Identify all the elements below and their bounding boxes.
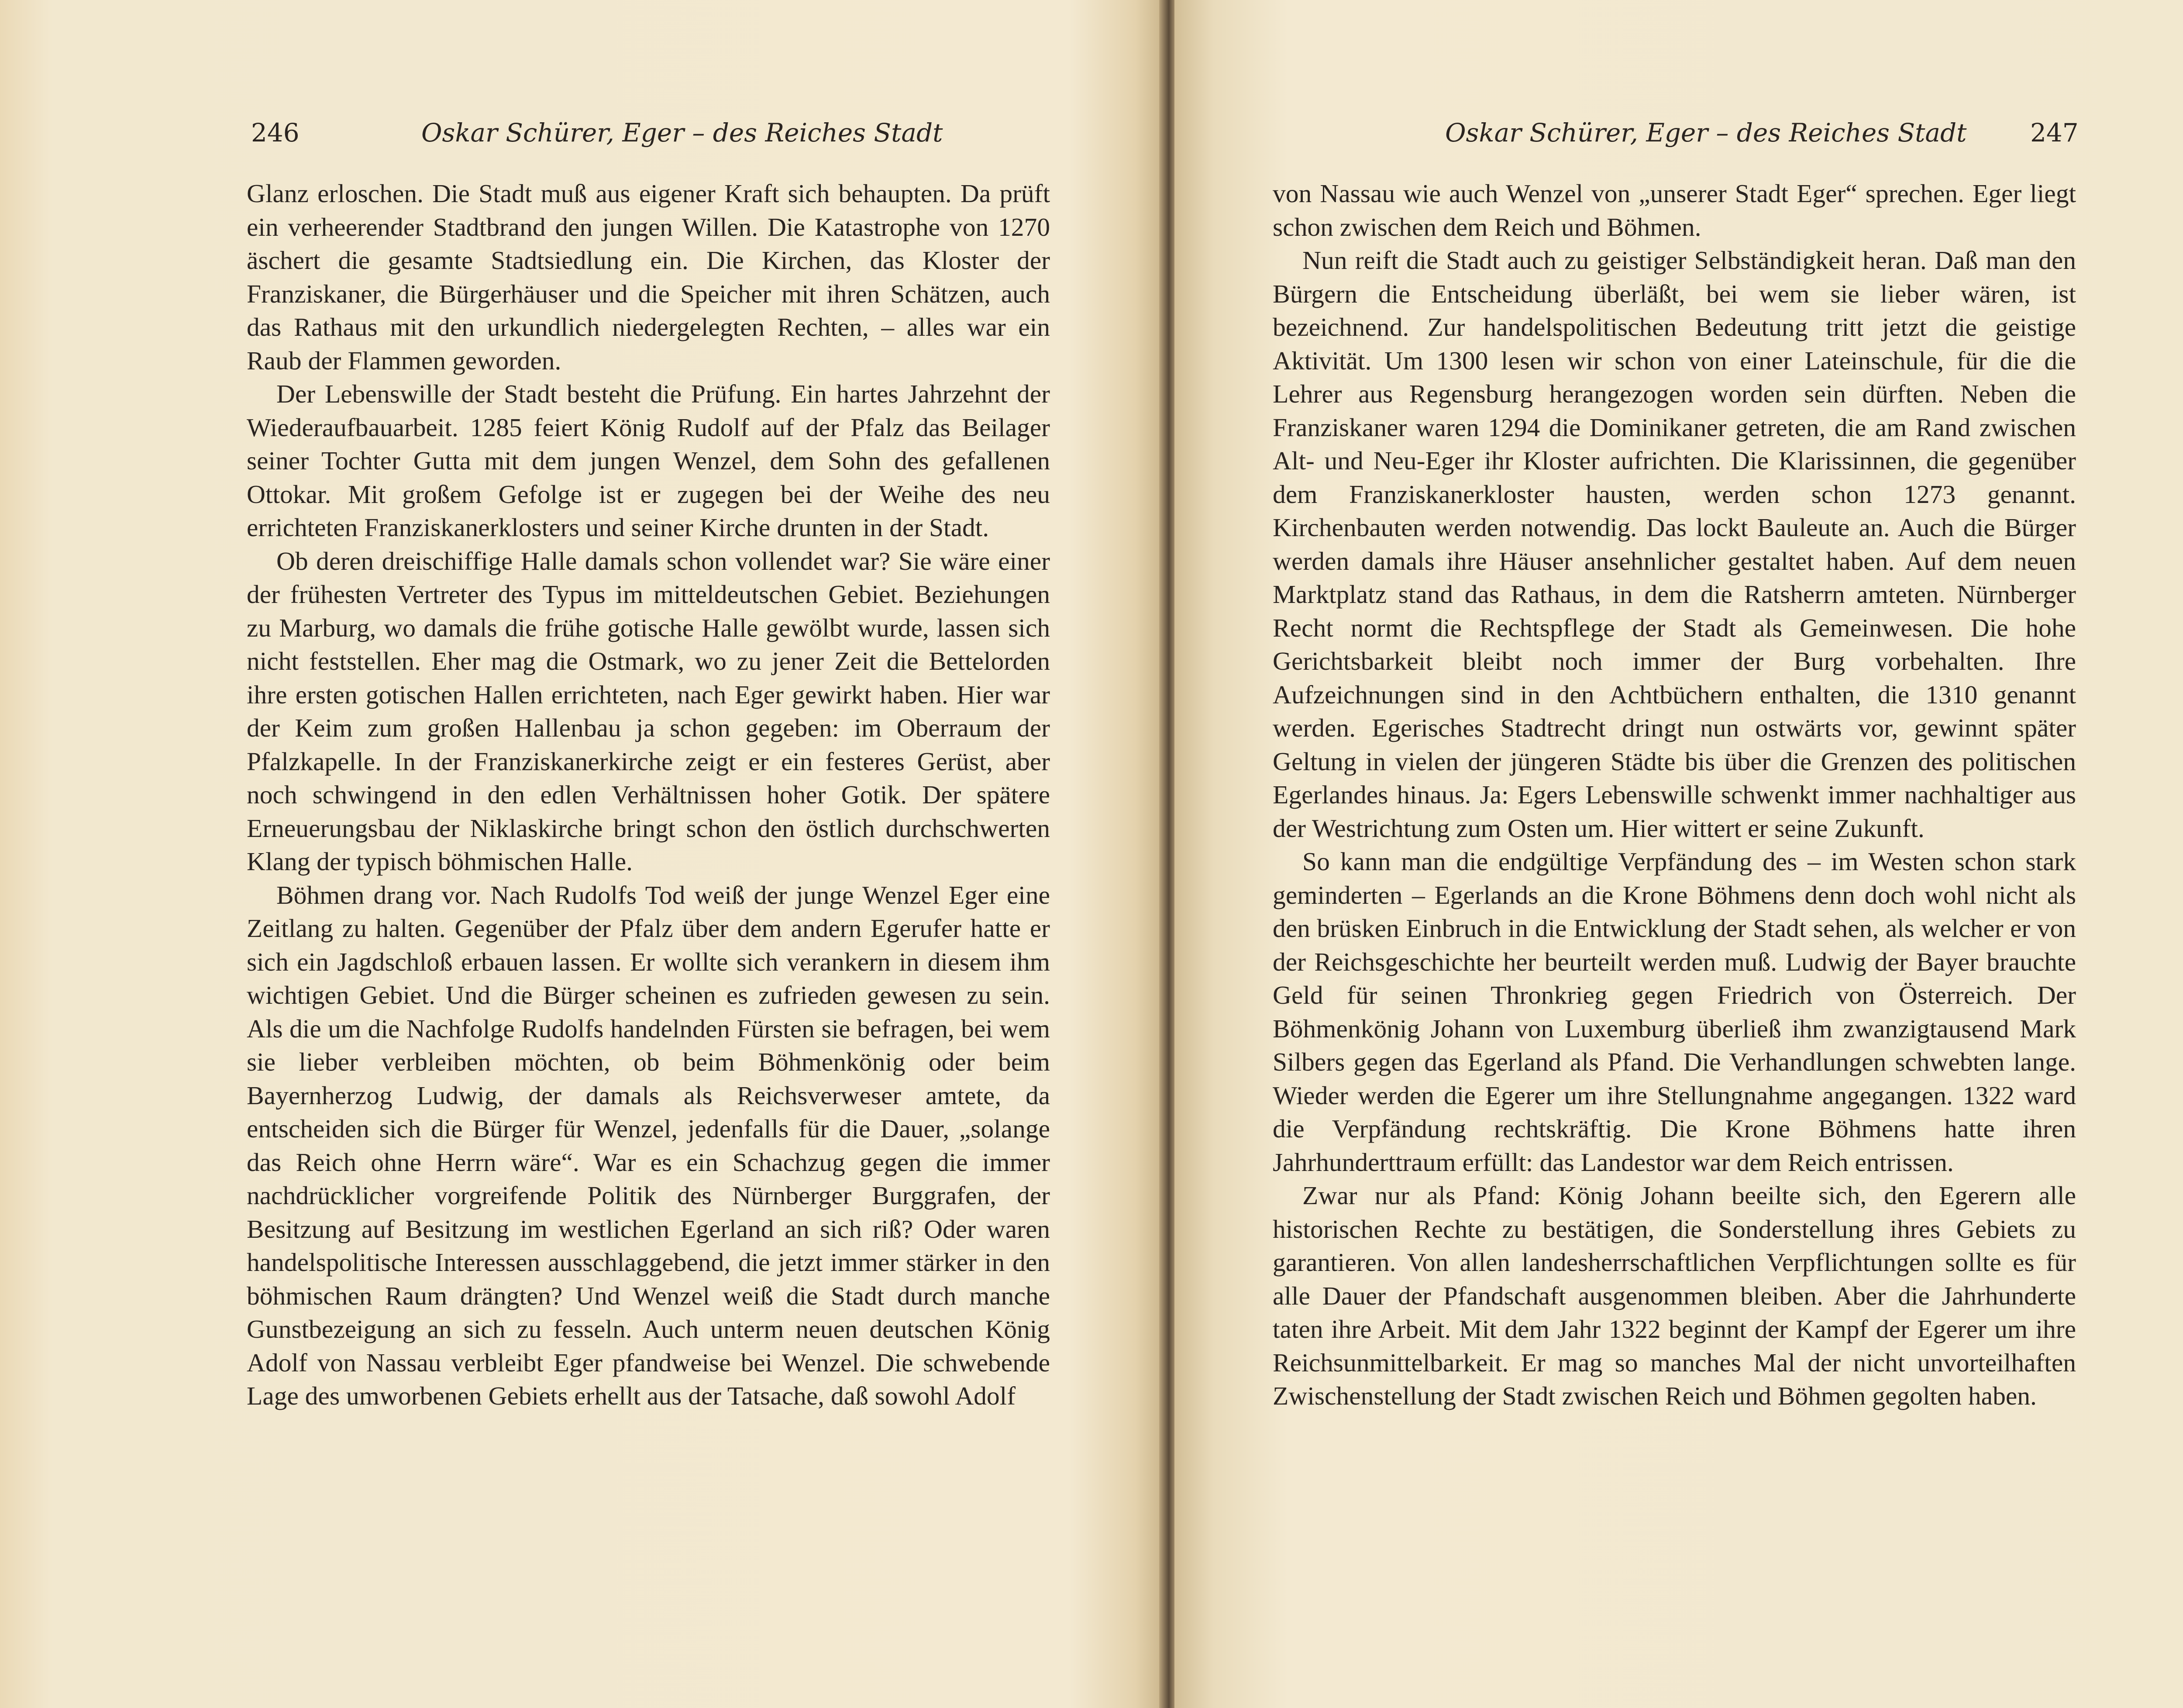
paragraph: Glanz erloschen. Die Stadt muß aus eigener Kraft sich behaupten. Da prüft ein verheerender Stadtbrand den jungen Willen. Die Katastrophe von 1270 äschert die gesamte Stadtsiedlung ein. Die Kirchen, das Kloster der Franziskaner, die Bürgerhäuser und die Speicher mit ihren Schätzen, auch das Rathaus mit den urkundlich niedergelegten Rechten, – alles war ein Raub der Flammen geworden. xyxy=(247,179,1050,375)
book-gutter xyxy=(1159,0,1177,1708)
paragraph: Der Lebenswille der Stadt besteht die Prüfung. Ein hartes Jahrzehnt der Wiederaufbauarbeit. 1285 feiert König Rudolf auf der Pfalz das Beilager seiner Tochter Gutta mit dem jungen Wenzel, dem Sohn des gefallenen Ottokar. Mit großem Gefolge ist er zugegen bei der Weihe des neu errichteten Franziskanerklosters und seiner Kirche drunten in der Stadt. xyxy=(247,379,1050,542)
right-body-text xyxy=(1273,177,2076,1413)
left-running-head: Oskar Schürer, Eger – des Reiches Stadt xyxy=(421,118,943,148)
left-body-text xyxy=(247,177,1050,1413)
right-running-head: Oskar Schürer, Eger – des Reiches Stadt xyxy=(1445,118,1967,148)
paragraph: So kann man die endgültige Verpfändung des – im Westen schon stark geminderten – Egerlands an die Krone Böhmens denn doch wohl nicht als den brüsken Einbruch in die Entwicklung der Stadt sehen, als welcher er von der Reichsgeschichte her beurteilt werden muß. Ludwig der Bayer brauchte Geld für seinen Thronkrieg gegen Friedrich von Österreich. Der Böhmenkönig Johann von Luxemburg überließ ihm zwanzigtausend Mark Silbers gegen das Egerland als Pfand. Die Verhandlungen schwebten lange. Wieder werden die Egerer um ihre Stellungnahme angegangen. 1322 ward die Verpfändung rechtskräftig. Die Krone Böhmens hatte ihren Jahrhunderttraum erfüllt: das Landestor war dem Reich entrissen. xyxy=(1273,847,2076,1177)
right-page xyxy=(1174,0,2183,1708)
paragraph: Zwar nur als Pfand: König Johann beeilte sich, den Egerern alle historischen Rechte zu bestätigen, die Sonderstellung ihres Gebiets zu garantieren. Von allen landesherrschaftlichen Verpflichtungen sollte es für alle Dauer der Pfandschaft ausgenommen bleiben. Aber die Jahrhunderte taten ihre Arbeit. Mit dem Jahr 1322 beginnt der Kampf der Egerer um ihre Reichsunmittelbarkeit. Er mag so manches Mal der nicht unvorteilhaften Zwischenstellung der Stadt zwischen Reich und Böhmen gegolten haben. xyxy=(1273,1181,2076,1410)
paragraph: Nun reift die Stadt auch zu geistiger Selbständigkeit heran. Daß man den Bürgern die Entscheidung überläßt, bei wem sie lieber wären, ist bezeichnend. Zur handelspolitischen Bedeutung tritt jetzt die geistige Aktivität. Um 1300 lesen wir schon von einer Lateinschule, für die die Lehrer aus Regensburg herangezogen worden sein dürften. Neben die Franziskaner waren 1294 die Dominikaner getreten, die am Rand zwischen Alt- und Neu-Eger ihr Kloster aufrichten. Die Klarissinnen, die gegenüber dem Franziskanerkloster hausten, werden schon 1273 genannt. Kirchenbauten werden notwendig. Das lockt Bauleute an. Auch die Bürger werden damals ihre Häuser ansehnlicher gestaltet haben. Auf dem neuen Marktplatz stand das Rathaus, in dem die Ratsherrn amteten. Nürnberger Recht normt die Rechtspflege der Stadt als Gemeinwesen. Die hohe Gerichtsbarkeit bleibt noch immer der Burg vorbehalten. Ihre Aufzeichnungen sind in den Achtbüchern enthalten, die 1310 genannt werden. Egerisches Stadtrecht dringt nun ostwärts vor, gewinnt später Geltung in vielen der jüngeren Städte bis über die Grenzen des politischen Egerlandes hinaus. Ja: Egers Lebenswille schwenkt immer nachhaltiger aus der Westrichtung zum Osten um. Hier wittert er seine Zukunft. xyxy=(1273,246,2076,843)
paragraph: von Nassau wie auch Wenzel von „unserer Stadt Eger“ sprechen. Eger liegt schon zwischen dem Reich und Böhmen. xyxy=(1273,179,2076,241)
right-page-number: 247 xyxy=(2030,118,2079,148)
paragraph: Ob deren dreischiffige Halle damals schon vollendet war? Sie wäre einer der frühesten Vertreter des Typus im mitteldeutschen Gebiet. Beziehungen zu Marburg, wo damals die frühe gotische Halle gewölbt wurde, lassen sich nicht feststellen. Eher mag die Ostmark, wo zu jener Zeit die Bettelorden ihre ersten gotischen Hallen errichteten, nach Eger gewirkt haben. Hier war der Keim zum großen Hallenbau ja schon gegeben: im Oberraum der Pfalzkapelle. In der Franziskanerkirche zeigt er ein festeres Gerüst, aber noch schwingend in den edlen Verhältnissen hoher Gotik. Der spätere Erneuerungsbau der Niklaskirche bringt schon den östlich durchschwerten Klang der typisch böhmischen Halle. xyxy=(247,546,1050,876)
left-page-number: 246 xyxy=(251,118,300,148)
paragraph: Böhmen drang vor. Nach Rudolfs Tod weiß der junge Wenzel Eger eine Zeitlang zu halten. Gegenüber der Pfalz über dem andern Egerufer hatte er sich ein Jagdschloß erbauen lassen. Er wollte sich verankern in diesem ihm wichtigen Gebiet. Und die Bürger scheinen es zufrieden gewesen zu sein. Als die um die Nachfolge Rudolfs handelnden Fürsten sie befragen, bei wem sie lieber verbleiben möchten, ob beim Böhmenkönig oder beim Bayernherzog Ludwig, der damals als Reichsverweser amtete, da entscheiden sich die Bürger für Wenzel, jedenfalls für die Dauer, „solange das Reich ohne Herrn wäre“. War es ein Schachzug gegen die immer nachdrücklicher vorgreifende Politik des Nürnberger Burggrafen, der Besitzung auf Besitzung im westlichen Egerland an sich riß? Oder waren handelspolitische Interessen ausschlaggebend, die jetzt immer stärker in den böhmischen Raum drängten? Und Wenzel weiß die Stadt durch manche Gunstbezeigung an sich zu fesseln. Auch unterm neuen deutschen König Adolf von Nassau verbleibt Eger pfandweise bei Wenzel. Die schwebende Lage des umworbenen Gebiets erhellt aus der Tatsache, daß sowohl Adolf xyxy=(247,880,1050,1410)
